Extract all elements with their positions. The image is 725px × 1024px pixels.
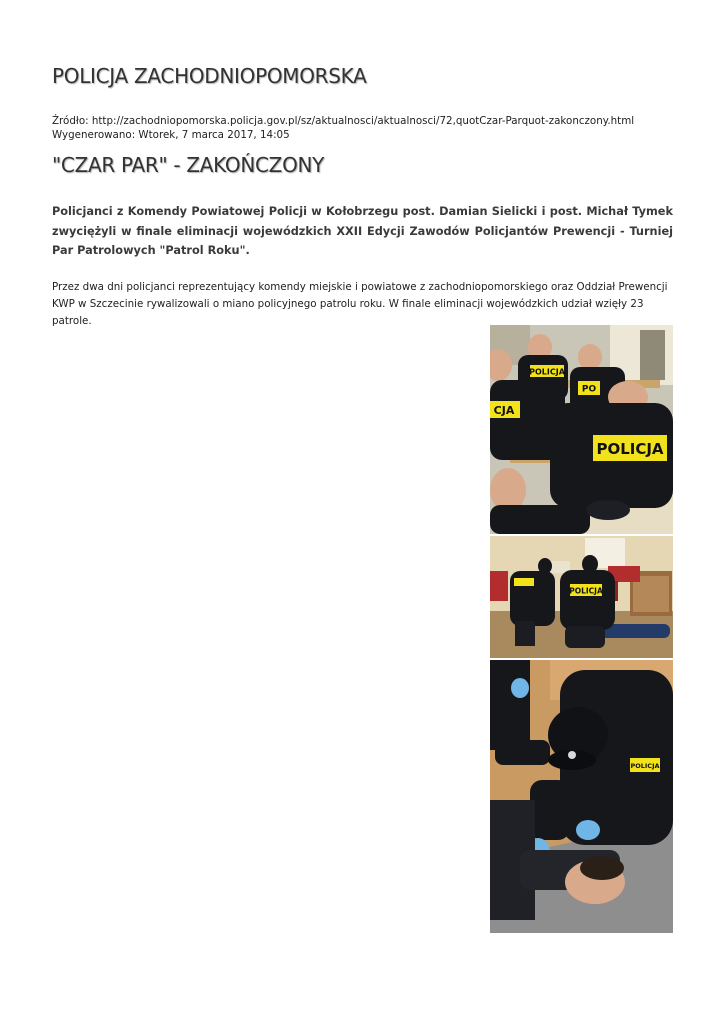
photo-first-aid-closeup [490,660,673,933]
source-line: Źródło: http://zachodniopomorska.policja.gov.pl/sz/aktualnosci/aktualnosci/72,quotCzar-Parquot-zakonczony.html [52,115,635,127]
patch-text-room: POLICJA [569,586,603,596]
document-meta [52,114,692,142]
photo-first-aid-closeup-image [490,660,673,933]
generated-line: Wygenerowano: Wtorek, 7 marca 2017, 14:05 [52,129,290,141]
site-title: POLICJA ZACHODNIOPOMORSKA [52,64,367,88]
patch-text-back: POLICJA [529,367,565,377]
patch-text-front: POLICJA [596,440,664,458]
article-body: Przez dwa dni policjanci reprezentujący komendy miejskie i powiatowe z zachodniopomorskiego oraz Oddział Prewencji KWP w Szczecinie rywalizowali o miano policyjnego patrolu roku. W finale eliminacji wojewódzkich udział wzięły 23 patrole. [52,281,668,327]
photo-first-aid-room-image [490,536,673,658]
photo-officers-classroom [490,325,673,534]
patch-text-middle: PO [581,384,597,395]
article-lead: Policjanci z Komendy Powiatowej Policji w Kołobrzegu post. Damian Sielicki i post. Michał Tymek zwyciężyli w finale eliminacji wojewódzkich XXII Edycji Zawodów Policjantów Prewencji - Turniej Par Patrolowych "Patrol Roku". [52,205,673,257]
patch-text-closeup: POLICJA [630,762,660,770]
article-title: "CZAR PAR" - ZAKOŃCZONY [52,153,325,177]
photo-officers-classroom-image [490,325,673,534]
photo-first-aid-room [490,536,673,658]
patch-text-left: CJA [493,404,515,417]
